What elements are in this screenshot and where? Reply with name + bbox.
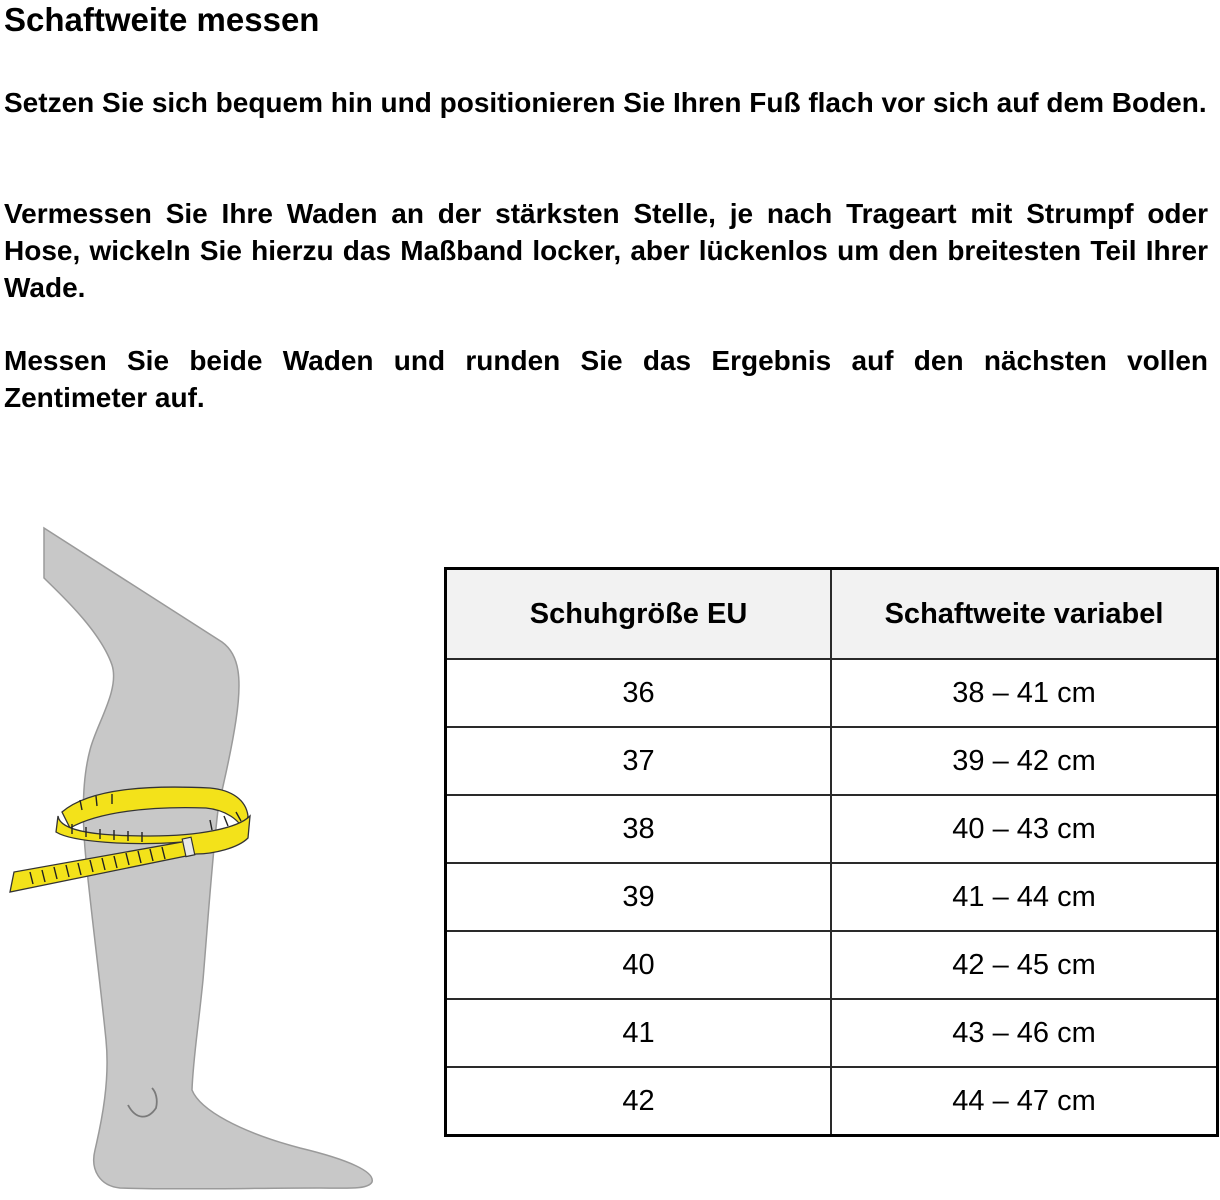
instruction-paragraph-3: Messen Sie beide Waden und runden Sie das Ergebnis auf den nächsten vollen Zentimeter auf. <box>4 345 1208 413</box>
table-row <box>446 1067 1218 1136</box>
table-row <box>446 727 1218 795</box>
table-row <box>446 999 1218 1067</box>
shoe-size-cell: 36 <box>446 659 832 727</box>
table-row <box>446 659 1218 727</box>
shoe-size-cell: 40 <box>446 931 832 999</box>
shoe-size-cell: 37 <box>446 727 832 795</box>
shaft-width-cell: 40 – 43 cm <box>831 795 1217 863</box>
column-header-shaft-width: Schaftweite variabel <box>831 569 1217 660</box>
table-row <box>446 931 1218 999</box>
shaft-width-cell: 38 – 41 cm <box>831 659 1217 727</box>
shoe-size-cell: 42 <box>446 1067 832 1136</box>
instruction-paragraph-2: Vermessen Sie Ihre Waden an der stärksten Stelle, je nach Trageart mit Strumpf oder Hose, wickeln Sie hierzu das Maßband locker, aber lückenlos um den breitesten Teil Ihrer Wade. <box>4 198 1208 303</box>
leg-measuring-illustration <box>0 520 400 1200</box>
shaft-width-cell: 44 – 47 cm <box>831 1067 1217 1136</box>
table-row <box>446 795 1218 863</box>
shaft-width-cell: 39 – 42 cm <box>831 727 1217 795</box>
shaft-width-cell: 41 – 44 cm <box>831 863 1217 931</box>
shoe-size-cell: 41 <box>446 999 832 1067</box>
table-row <box>446 863 1218 931</box>
size-table <box>444 567 1219 1137</box>
size-table-header-row <box>446 569 1218 660</box>
shoe-size-cell: 38 <box>446 795 832 863</box>
column-header-shoe-size: Schuhgröße EU <box>446 569 832 660</box>
shaft-width-cell: 43 – 46 cm <box>831 999 1217 1067</box>
instruction-paragraph-1: Setzen Sie sich bequem hin und positionieren Sie Ihren Fuß flach vor sich auf dem Boden. <box>4 87 1207 118</box>
page-title: Schaftweite messen <box>4 1 320 38</box>
shoe-size-cell: 39 <box>446 863 832 931</box>
shaft-width-cell: 42 – 45 cm <box>831 931 1217 999</box>
